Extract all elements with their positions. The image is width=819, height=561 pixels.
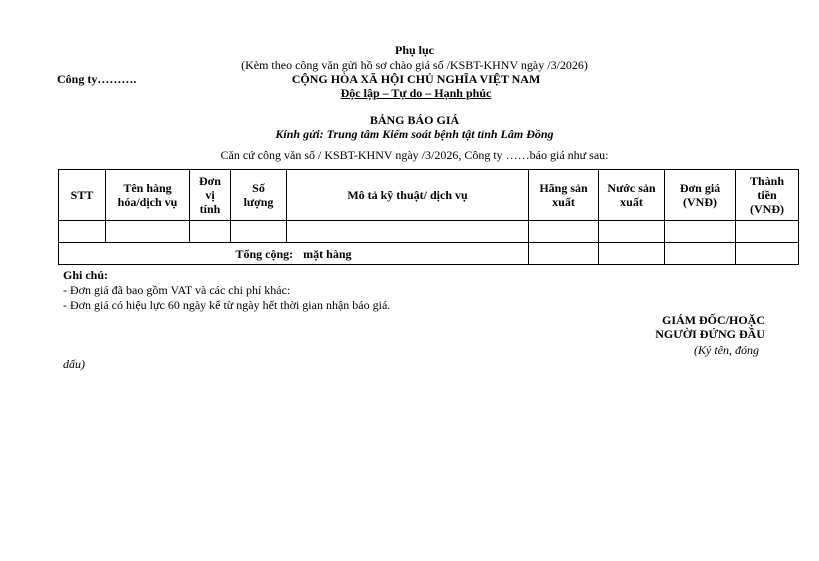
motto-text: Độc lập – Tự do – Hạnh phúc xyxy=(340,86,492,100)
signer-title-line1: GIÁM ĐỐC/HOẶC xyxy=(662,313,765,327)
header-stt: STT xyxy=(59,170,106,221)
table-cell[interactable] xyxy=(665,221,736,243)
basis-line: Căn cứ công văn số / KSBT-KHNV ngày /3/2026, Công ty ……báo giá như sau: xyxy=(220,148,609,162)
total-label: Tổng cộng: xyxy=(235,246,294,261)
quote-table xyxy=(58,169,799,265)
header-amount: Thành tiền (VNĐ) xyxy=(736,170,799,221)
table-cell[interactable] xyxy=(529,221,599,243)
signer-title-line2: NGƯỜI ĐỨNG ĐẦU xyxy=(655,327,765,341)
total-label-cell xyxy=(59,243,529,265)
table-cell[interactable] xyxy=(59,221,106,243)
motto xyxy=(230,86,602,101)
table-cell[interactable] xyxy=(736,221,799,243)
signature-instruction: (Ký tên, đóng xyxy=(694,343,759,357)
header-description: Mô tả kỹ thuật/ dịch vụ xyxy=(287,170,529,221)
table-cell[interactable] xyxy=(190,221,231,243)
note-item: - Đơn giá đã bao gồm VAT và các chi phí khác: xyxy=(63,283,291,297)
note-item: - Đơn giá có hiệu lực 60 ngày kể từ ngày hết thời gian nhận báo giá. xyxy=(63,298,391,312)
signature-instruction-continued: dấu) xyxy=(63,357,85,371)
company-name: Công ty………. xyxy=(57,72,137,86)
table-cell[interactable] xyxy=(599,221,665,243)
appendix-title: Phụ lục xyxy=(394,43,434,57)
table-cell[interactable] xyxy=(736,243,799,265)
header-country: Nước sản xuất xyxy=(599,170,665,221)
recipient-line: Kính gửi: Trung tâm Kiểm soát bệnh tật tỉnh Lâm Đồng xyxy=(275,127,554,141)
table-cell[interactable] xyxy=(665,243,736,265)
header-unit: Đơn vị tính xyxy=(190,170,231,221)
table-header-row xyxy=(59,170,799,221)
national-title: CỘNG HÒA XÃ HỘI CHỦ NGHĨA VIỆT NAM xyxy=(291,72,541,86)
header-quantity: Số lượng xyxy=(231,170,287,221)
table-cell[interactable] xyxy=(106,221,190,243)
table-cell[interactable] xyxy=(529,243,599,265)
header-item-name: Tên hàng hóa/dịch vụ xyxy=(106,170,190,221)
notes-title: Ghi chú: xyxy=(63,268,109,282)
table-row xyxy=(59,221,799,243)
document-title: BẢNG BÁO GIÁ xyxy=(369,113,460,127)
table-cell[interactable] xyxy=(231,221,287,243)
table-cell[interactable] xyxy=(599,243,665,265)
total-items-label: mặt hàng xyxy=(303,246,352,261)
table-cell[interactable] xyxy=(287,221,529,243)
appendix-subtitle: (Kèm theo công văn gửi hồ sơ chào giá số /KSBT-KHNV ngày /3/2026) xyxy=(241,58,588,72)
table-total-row xyxy=(59,243,799,265)
header-unit-price: Đơn giá (VNĐ) xyxy=(665,170,736,221)
header-manufacturer: Hãng sản xuất xyxy=(529,170,599,221)
